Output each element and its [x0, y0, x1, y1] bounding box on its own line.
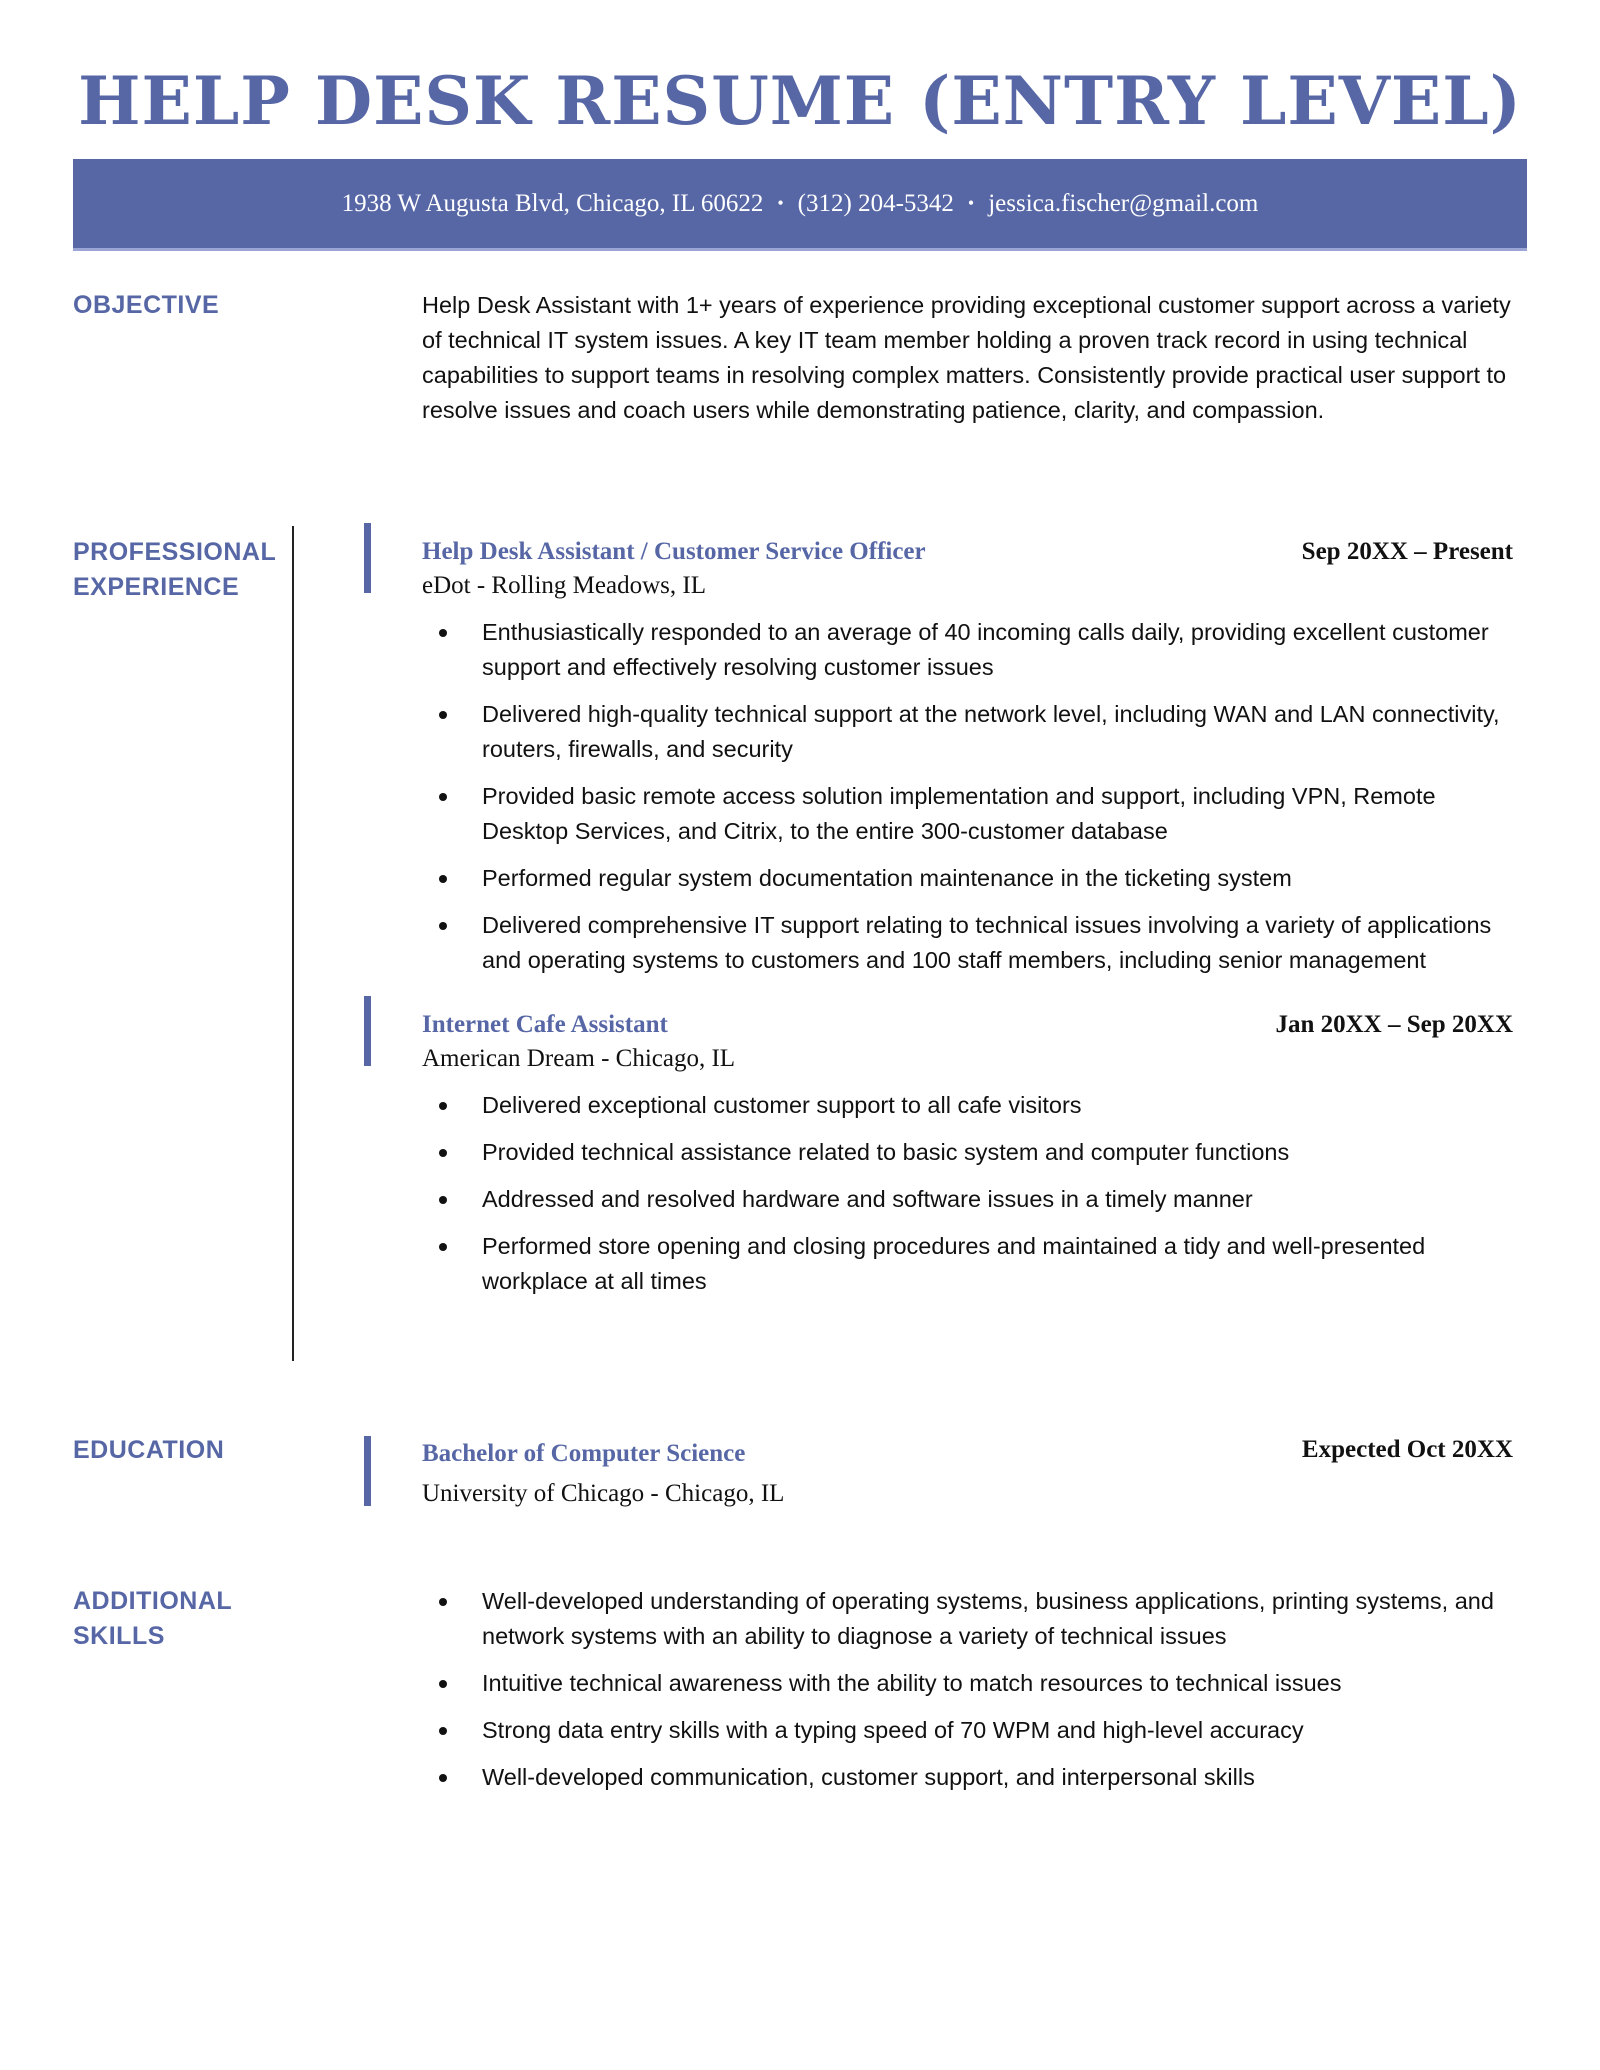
list-item: Performed store opening and closing procedures and maintained a tidy and well-presented workplace at all times — [422, 1229, 1513, 1299]
resume-title: HELP DESK RESUME (ENTRY LEVEL) — [78, 62, 1522, 140]
objective-text: Help Desk Assistant with 1+ years of experience providing exceptional customer support across a variety of technical IT system issues. A key IT team member holding a proven track record in using technical capabilities to support teams in resolving complex matters. Consistently provide practical user support to resolve issues and coach users while demonstrating patience, clarity, and compassion. — [422, 292, 1511, 423]
list-item: Intuitive technical awareness with the ability to match resources to technical issues — [422, 1666, 1513, 1701]
accent-bar — [364, 1436, 371, 1506]
education-entry — [422, 1433, 1513, 1511]
separator: • — [777, 193, 784, 213]
phone: (312) 204-5342 — [797, 189, 954, 217]
list-item: Provided basic remote access solution implementation and support, including VPN, Remote Desktop Services, and Citrix, to the entire 300-customer database — [422, 779, 1513, 849]
address: 1938 W Augusta Blvd, Chicago, IL 60622 — [341, 189, 764, 217]
education-dates: Expected Oct 20XX — [1301, 1436, 1513, 1463]
job-bullets — [422, 1088, 1513, 1299]
list-item: Strong data entry skills with a typing speed of 70 WPM and high-level accuracy — [422, 1713, 1513, 1748]
separator: • — [967, 193, 975, 213]
section-label: ADDITIONAL SKILLS — [73, 1587, 232, 1650]
section-label: PROFESSIONAL EXPERIENCE — [73, 538, 276, 601]
list-item: Delivered high-quality technical support at the network level, including WAN and LAN connectivity, routers, firewalls, and security — [422, 697, 1513, 767]
contact-bar — [73, 159, 1527, 251]
timeline-line — [292, 526, 294, 1361]
job-org: American Dream - Chicago, IL — [422, 1045, 736, 1072]
list-item: Performed regular system documentation maintenance in the ticketing system — [422, 861, 1513, 896]
section-label: OBJECTIVE — [73, 291, 220, 319]
job-bullets — [422, 615, 1513, 978]
degree: Bachelor of Computer Science — [422, 1440, 746, 1467]
accent-bar — [364, 996, 371, 1066]
job-dates: Sep 20XX – Present — [1301, 538, 1513, 565]
list-item: Delivered exceptional customer support to all cafe visitors — [422, 1088, 1513, 1123]
accent-bar — [364, 523, 371, 593]
school: University of Chicago - Chicago, IL — [422, 1480, 785, 1507]
list-item: Well-developed understanding of operating systems, business applications, printing systems, and network systems with an ability to diagnose a variety of technical issues — [422, 1584, 1513, 1654]
list-item: Well-developed communication, customer support, and interpersonal skills — [422, 1760, 1513, 1795]
email[interactable]: jessica.fischer@gmail.com — [988, 189, 1259, 217]
job-entry — [422, 1008, 1513, 1299]
list-item: Delivered comprehensive IT support relating to technical issues involving a variety of applications and operating systems to customers and 100 staff members, including senior management — [422, 908, 1513, 978]
list-item: Enthusiastically responded to an average of 40 incoming calls daily, providing excellent customer support and effectively resolving customer issues — [422, 615, 1513, 685]
job-org: eDot - Rolling Meadows, IL — [422, 572, 706, 599]
job-title: Help Desk Assistant / Customer Service Officer — [422, 538, 926, 565]
job-title: Internet Cafe Assistant — [422, 1011, 668, 1038]
job-dates: Jan 20XX – Sep 20XX — [1275, 1011, 1513, 1038]
section-label: EDUCATION — [73, 1436, 225, 1464]
job-entry — [422, 535, 1513, 978]
list-item: Addressed and resolved hardware and software issues in a timely manner — [422, 1182, 1513, 1217]
jobs-list — [422, 535, 1513, 1311]
skills-list — [422, 1584, 1513, 1807]
list-item: Provided technical assistance related to basic system and computer functions — [422, 1135, 1513, 1170]
